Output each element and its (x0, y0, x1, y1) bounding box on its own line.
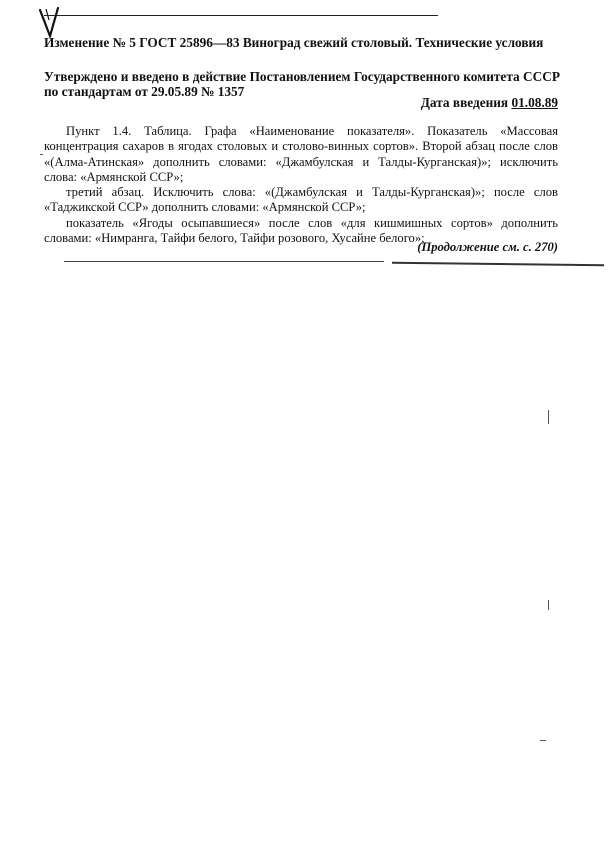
bottom-rule-right (392, 262, 604, 267)
paragraph-2: третий абзац. Исключить слова: «(Джамбулская и Талды-Курганская)»; после слов «Таджикской ССР» дополнить словами: «Армянской ССР»; (44, 185, 558, 215)
paragraph-3: показатель «Ягоды осыпавшиеся» после слов «для кишмишных сортов» дополнить словами: «Нимранга, Тайфи белого, Тайфи розового, Хусайне белого»; (44, 215, 558, 246)
scan-speck (548, 410, 549, 424)
bottom-rule (64, 261, 384, 262)
effective-date-label: Дата введения (420, 95, 509, 110)
scan-speck (40, 154, 43, 155)
approval-statement: Утверждено и введено в действие Постановлением Государственного комитета СССР по стандартам от 29.05.89 № 1357 (44, 69, 560, 99)
amendment-title: Изменение № 5 ГОСТ 25896—83 Виноград свежий столовый. Технические условия (44, 35, 544, 50)
paragraph-1: Пункт 1.4. Таблица. Графа «Наименование показателя». Показатель «Массовая концентрация сахаров в ягодах столовых и столово-винных сортов». Второй абзац после слов «(Алма-Атинская» дополнить словами: «Джамбулская и Талды-Курганская)»; исключить слова: «Армянской ССР»; (44, 124, 558, 184)
continuation-note: (Продолжение см. с. 270) (417, 240, 558, 254)
effective-date-value: 01.08.89 (511, 95, 558, 110)
scan-speck (548, 600, 549, 610)
top-rule (44, 15, 438, 16)
effective-date (421, 95, 558, 111)
scan-speck (540, 740, 546, 741)
amendment-body (44, 124, 558, 246)
